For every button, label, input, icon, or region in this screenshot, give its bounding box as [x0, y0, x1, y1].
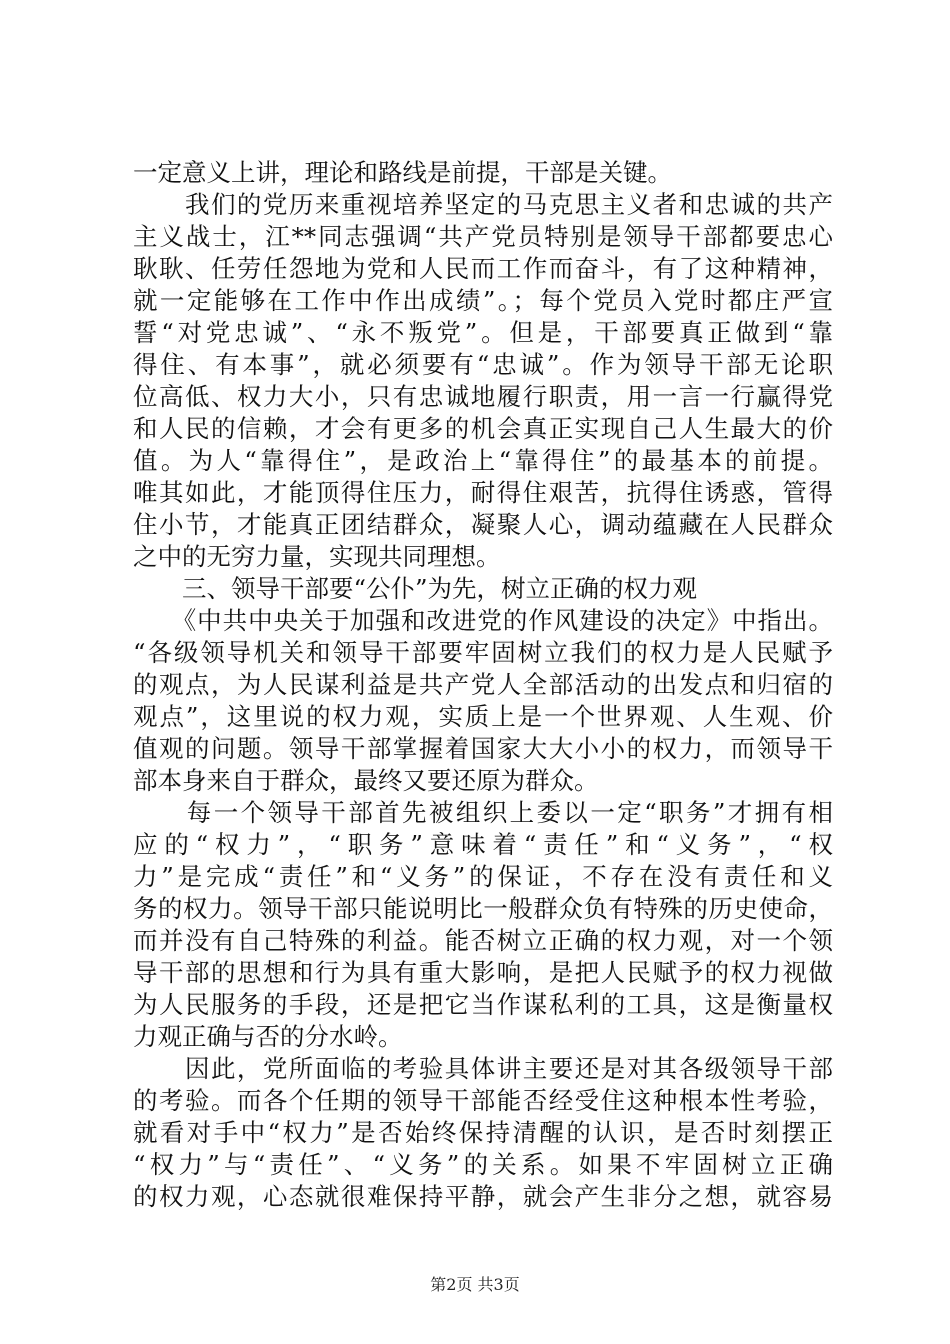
text-line: 的考验。而各个任期的领导干部能否经受住这种根本性考验，: [133, 1086, 833, 1115]
text-line: 的权力观，心态就很难保持平静，就会产生非分之想，就容易: [133, 1182, 833, 1211]
text-line: 观点”，这里说的权力观，实质上是一个世界观、人生观、价: [133, 702, 833, 731]
text-line: 力观正确与否的分水岭。: [133, 1022, 403, 1051]
text-line: 誓“对党忠诚”、“永不叛党”。但是，干部要真正做到“靠: [133, 318, 833, 347]
text-line: 位高低、权力大小，只有忠诚地履行职责，用一言一行赢得党: [133, 382, 833, 411]
text-line: 导干部的思想和行为具有重大影响，是把人民赋予的权力视做: [133, 958, 833, 987]
text-line: “权力”与“责任”、“义务”的关系。如果不牢固树立正确: [133, 1150, 833, 1179]
text-line: 因此，党所面临的考验具体讲主要还是对其各级领导干部: [133, 1054, 833, 1083]
text-line: 耿耿、任劳任怨地为党和人民而工作而奋斗，有了这种精神，: [133, 254, 833, 283]
text-line: 值观的问题。领导干部掌握着国家大大小小的权力，而领导干: [133, 734, 833, 763]
text-line: 一定意义上讲，理论和路线是前提，干部是关键。: [133, 158, 672, 187]
text-line: 力”是完成“责任”和“义务”的保证，不存在没有责任和义: [133, 862, 833, 891]
text-line: 的观点，为人民谋利益是共产党人全部活动的出发点和归宿的: [133, 670, 833, 699]
text-line: 每一个领导干部首先被组织上委以一定“职务”才拥有相: [133, 798, 833, 827]
document-body: [133, 157, 833, 1213]
text-line: 应的“权力”，“职务”意味着“责任”和“义务”，“权: [133, 830, 833, 859]
text-line: 之中的无穷力量，实现共同理想。: [133, 542, 501, 571]
text-line: 值。为人“靠得住”，是政治上“靠得住”的最基本的前提。: [133, 446, 833, 475]
text-line: 就看对手中“权力”是否始终保持清醒的认识，是否时刻摆正: [133, 1118, 833, 1147]
text-line: 唯其如此，才能顶得住压力，耐得住艰苦，抗得住诱惑，管得: [133, 478, 833, 507]
text-line: 和人民的信赖，才会有更多的机会真正实现自己人生最大的价: [133, 414, 833, 443]
text-line: 《中共中央关于加强和改进党的作风建设的决定》中指出。: [133, 606, 833, 635]
text-line: 就一定能够在工作中作出成绩”。；每个党员入党时都庄严宣: [133, 286, 833, 315]
text-line: 得住、有本事”，就必须要有“忠诚”。作为领导干部无论职: [133, 350, 833, 379]
text-line: 住小节，才能真正团结群众，凝聚人心，调动蕴藏在人民群众: [133, 510, 833, 539]
page-footer: 第2页 共3页: [430, 1275, 520, 1294]
text-line: 为人民服务的手段，还是把它当作谋私利的工具，这是衡量权: [133, 990, 833, 1019]
text-line: 三、领导干部要“公仆”为先，树立正确的权力观: [133, 574, 698, 603]
text-line: 部本身来自于群众，最终又要还原为群众。: [133, 766, 599, 795]
text-line: 而并没有自己特殊的利益。能否树立正确的权力观，对一个领: [133, 926, 833, 955]
text-line: 我们的党历来重视培养坚定的马克思主义者和忠诚的共产: [133, 190, 833, 219]
text-line: 主义战士，江**同志强调“共产党员特别是领导干部都要忠心: [133, 222, 833, 251]
text-line: “各级领导机关和领导干部要牢固树立我们的权力是人民赋予: [133, 638, 833, 667]
text-line: 务的权力。领导干部只能说明比一般群众负有特殊的历史使命，: [133, 894, 833, 923]
